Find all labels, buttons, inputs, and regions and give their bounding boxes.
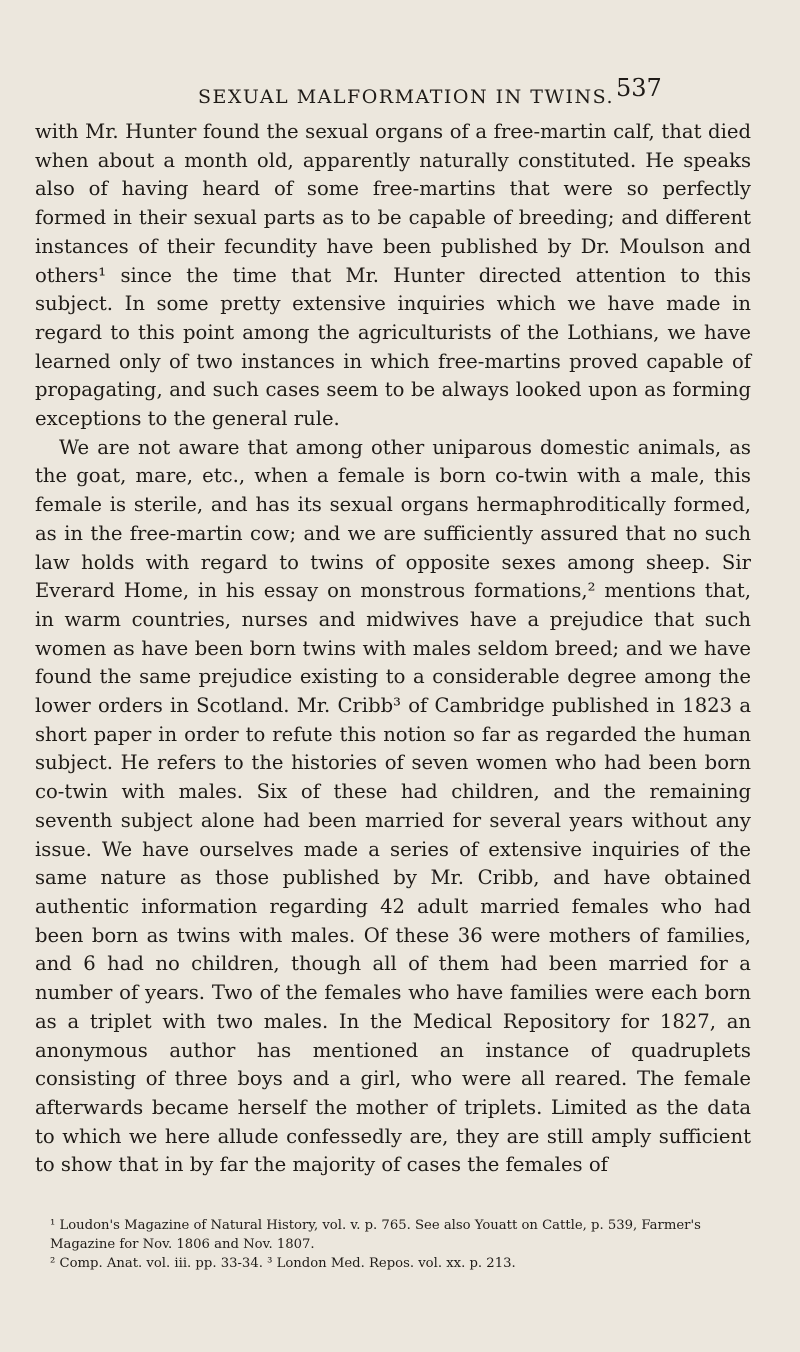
- paragraph-1: with Mr. Hunter found the sexual organs of a free-martin calf, that died when about a month old, apparently naturally constituted. He speaks also of having heard of some free-martins that were so perfectly formed in their sexual parts as to be capable of breeding; and different instances of their fecundity have been published by Dr. Moulson and others¹ since the time that Mr. Hunter directed attention to this subject. In some pretty extensive inquiries which we have made in regard to this point among the agriculturists of the Lothians, we have learned only of two instances in which free-martins proved capable of propagating, and such cases seem to be always looked upon as forming exceptions to the general rule.: [35, 120, 751, 431]
- page-number: 537: [616, 74, 662, 102]
- body-text: [35, 118, 751, 1180]
- running-title: SEXUAL MALFORMATION IN TWINS.: [198, 86, 615, 108]
- footnotes: [50, 1216, 750, 1273]
- paragraph-2: We are not aware that among other uniparous domestic animals, as the goat, mare, etc., when a female is born co-twin with a male, this female is sterile, and has its sexual organs hermaphroditically formed, as in the free-martin cow; and we are sufficiently assured that no such law holds with regard to twins of opposite sexes among sheep. Sir Everard Home, in his essay on monstrous formations,² mentions that, in warm countries, nurses and midwives have a prejudice that such women as have been born twins with males seldom breed; and we have found the same prejudice existing to a considerable degree among the lower orders in Scotland. Mr. Cribb³ of Cambridge published in 1823 a short paper in order to refute this notion so far as regarded the human subject. He refers to the histories of seven women who had been born co-twin with males. Six of these had children, and the remaining seventh subject alone had been married for several years without any issue. We have ourselves made a series of extensive inquiries of the same nature as those published by Mr. Cribb, and have obtained authentic information regarding 42 adult married females who had been born as twins with males. Of these 36 were mothers of families, and 6 had no children, though all of them had been married for a number of years. Two of the females who have families were each born as a triplet with two males. In the Medical Repository for 1827, an anonymous author has mentioned an instance of quadruplets consisting of three boys and a girl, who were all reared. The female afterwards became herself the mother of triplets. Limited as the data to which we here allude confessedly are, they are still amply sufficient to show that in by far the majority of cases the females of: [35, 435, 751, 1177]
- footnote-1: ¹ Loudon's Magazine of Natural History, vol. v. p. 765. See also Youatt on Cattle, p. 539, Farmer's Magazine for Nov. 1806 and Nov. 1807.: [50, 1218, 701, 1252]
- footnote-2-3: ² Comp. Anat. vol. iii. pp. 33-34. ³ London Med. Repos. vol. xx. p. 213.: [50, 1256, 516, 1271]
